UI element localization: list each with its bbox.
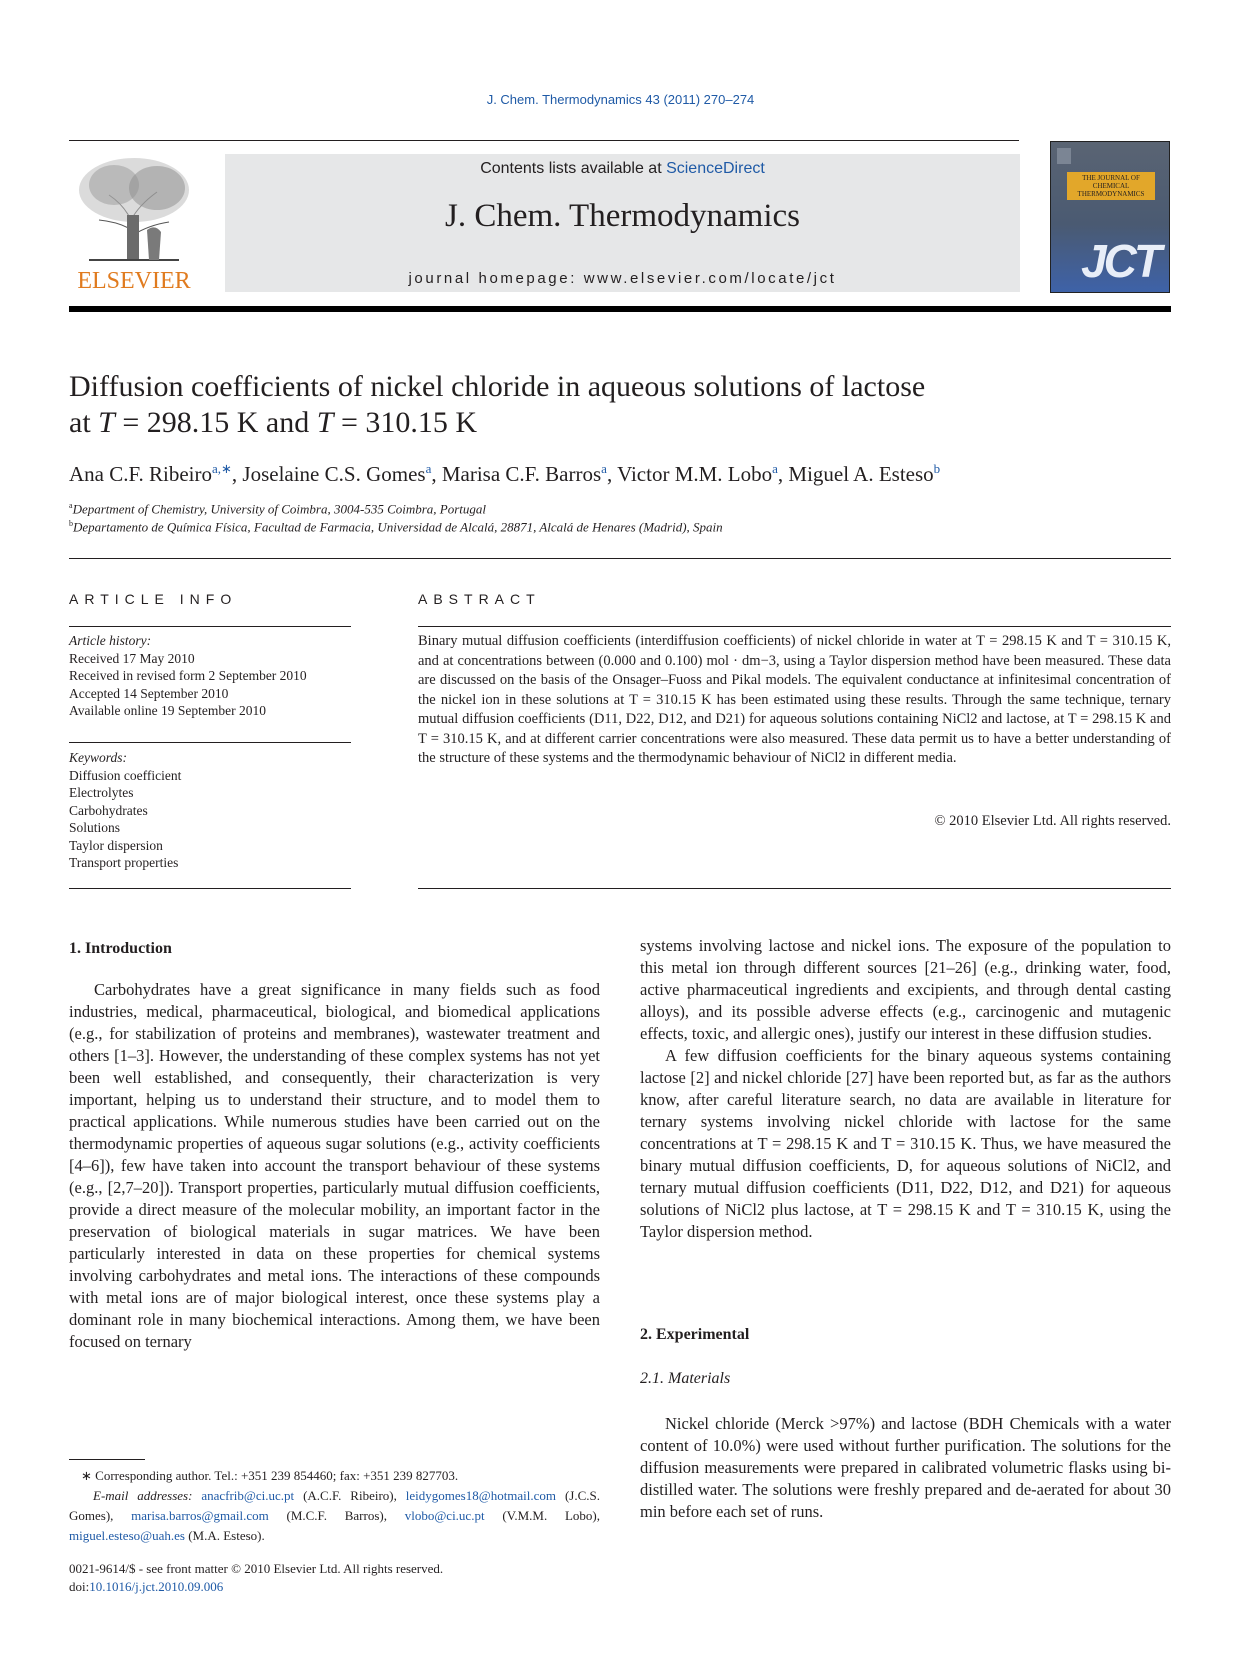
abstract-bottom-rule xyxy=(418,888,1171,889)
keywords-rule xyxy=(69,888,351,889)
materials-paragraph: Nickel chloride (Merck >97%) and lactose (BDH Chemicals with a water content of 10.0%) were used without further purification. The solutions for the diffusion measurements were prepared in calibrated volumetric flasks using bi-distilled water. The solutions were freshly prepared and de-aerated for about 30 min before each set of runs. xyxy=(640,1414,1171,1521)
affiliation-a: $^a$Department of Chemistry, University of Coimbra, 3004-535 Coimbra, Portugal xyxy=(69,501,487,517)
author-name: Ana C.F. Ribeiro xyxy=(69,462,212,486)
author-separator: , xyxy=(431,462,442,486)
journal-banner xyxy=(225,154,1020,292)
history-rule xyxy=(69,742,351,743)
cover-emblem-icon xyxy=(1057,148,1071,164)
elsevier-wordmark: ELSEVIER xyxy=(77,268,191,294)
journal-cover-thumbnail[interactable] xyxy=(1050,141,1170,293)
article-info-heading: ARTICLE INFO xyxy=(69,591,238,607)
keyword-item: Transport properties xyxy=(69,855,179,870)
keyword-item: Solutions xyxy=(69,820,121,835)
email-owner: (M.C.F. Barros), xyxy=(268,1508,405,1523)
author-affiliation-mark[interactable]: b xyxy=(933,461,941,476)
author-affiliation-mark[interactable]: a xyxy=(425,461,432,476)
email-link[interactable]: anacfrib@ci.uc.pt xyxy=(201,1488,295,1503)
subsection-heading-materials: 2.1. Materials xyxy=(640,1370,731,1387)
author-name: Joselaine C.S. Gomes xyxy=(242,462,426,486)
email-link[interactable]: marisa.barros@gmail.com xyxy=(131,1508,269,1523)
author-affiliation-mark[interactable]: a xyxy=(601,461,607,476)
history-item: Available online 19 September 2010 xyxy=(69,703,266,718)
email-link[interactable]: vlobo@ci.uc.pt xyxy=(404,1508,485,1523)
keywords: Keywords: Diffusion coefficient Electrolytes Carbohydrates Solutions Taylor dispersion Transport properties xyxy=(69,749,351,872)
email-owner: (V.M.M. Lobo), xyxy=(484,1508,600,1523)
author-name: Marisa C.F. Barros xyxy=(441,462,602,486)
email-owner: (M.A. Esteso). xyxy=(184,1528,265,1543)
cover-label: THE JOURNAL OF CHEMICAL THERMODYNAMICS xyxy=(1067,172,1155,200)
intro-paragraph-1-continued: systems involving lactose and nickel ions. The exposure of the population to this metal ion through different sources [21–26] (e.g., drinking water, food, active pharmaceutical ingredients and excipients, and through dental casting alloys), and its possible adverse effects (e.g., carcinogenic and mutagenic effects, toxic, and allergic ones), justify our interest in these diffusion studies. A few diffusion coefficients for the binary aqueous systems containing lactose [2] and nickel chloride [27] have been reported but, as far as the authors know, after careful literature search, no data are available in literature for ternary systems involving nickel chloride with lactose for the same concentrations at T = 298.15 K and T = 310.15 K. Thus, we have measured the binary mutual diffusion coefficients, D, for aqueous solutions of NiCl2, and ternary mutual diffusion coefficients (D11, D22, D12, and D21) for aqueous solutions of NiCl2 plus lactose, at T = 298.15 K and T = 310.15 K, using the Taylor dispersion method. xyxy=(640,936,1171,1241)
abstract-heading: ABSTRACT xyxy=(418,591,541,607)
abstract-copyright: © 2010 Elsevier Ltd. All rights reserved. xyxy=(934,813,1171,829)
cover-abbrev: JCT xyxy=(1081,235,1159,287)
footnote-rule xyxy=(69,1459,145,1460)
author-separator: , xyxy=(231,462,243,486)
author-affiliation-mark[interactable]: a xyxy=(772,461,778,476)
email-link[interactable]: miguel.esteso@uah.es xyxy=(69,1528,185,1543)
header-thick-rule xyxy=(69,306,1171,312)
section-rule xyxy=(69,558,1171,559)
author-name: Victor M.M. Lobo xyxy=(617,462,773,486)
history-item: Received in revised form 2 September 2010 xyxy=(69,668,307,683)
affiliation-b: $^b$Departamento de Química Física, Facultad de Farmacia, Universidad de Alcalá, 28871, Alcalá de Henares (Madrid), Spain xyxy=(69,519,723,535)
elsevier-tree-icon xyxy=(69,150,199,265)
author-list xyxy=(69,461,1169,487)
author-separator: , xyxy=(777,462,789,486)
article-title: Diffusion coefficients of nickel chloride in aqueous solutions of lactose at T = 298.15 K and T = 310.15 K xyxy=(69,370,926,439)
author-separator: , xyxy=(606,462,618,486)
intro-paragraph-1: Carbohydrates have a great significance in many fields such as food industries, medical, pharmaceutical, biological, and biomedical applications (e.g., for stabilization of proteins and membranes), wastewater treatment and others [1–3]. However, the understanding of these complex systems has not yet been well established, and consequently, their characterization is very important, helping us to understand their structure, and to model them to practical applications. While numerous studies have been carried out on the thermodynamic properties of aqueous sugar solutions (e.g., activity coefficients [4–6]), few have taken into account the transport behaviour of these systems (e.g., [2,7–20]). Transport properties, particularly mutual diffusion coefficients, provide a direct measure of the molecular mobility, an important factor in the preservation of biological materials in sugar matrices. We have been particularly interested in data on these properties for chemical systems involving carbohydrates and metal ions. The interactions of these compounds with metal ions are of major biological interest, once these systems play a dominant role in many biochemical interactions. Among them, we have been focused on ternary xyxy=(69,980,600,1351)
history-item: Accepted 14 September 2010 xyxy=(69,685,229,701)
elsevier-logo xyxy=(69,150,199,295)
journal-citation[interactable]: J. Chem. Thermodynamics 43 (2011) 270–274 xyxy=(486,92,755,107)
email-owner: (J.C.S. Gomes), xyxy=(69,1488,600,1523)
keyword-item: Diffusion coefficient xyxy=(69,767,182,783)
journal-homepage[interactable]: journal homepage: www.elsevier.com/locate/jct xyxy=(408,270,837,287)
abstract-rule xyxy=(418,626,1171,627)
email-addresses: E-mail addresses: anacfrib@ci.uc.pt (A.C.F. Ribeiro), leidygomes18@hotmail.com (J.C.S. Gomes), marisa.barros@gmail.com (M.C.F. Barros), vlobo@ci.uc.pt (V.M.M. Lobo), miguel.esteso@uah.es (M.A. Esteso). xyxy=(69,1488,600,1543)
header-rule xyxy=(69,140,1019,141)
doi-link[interactable]: 10.1016/j.jct.2010.09.006 xyxy=(89,1579,224,1594)
article-history: Article history: Received 17 May 2010 Received in revised form 2 September 2010 Accepted 14 September 2010 Available online 19 September 2010 xyxy=(69,632,351,720)
history-item: Received 17 May 2010 xyxy=(69,650,195,666)
abstract-text: Binary mutual diffusion coefficients (interdiffusion coefficients) of nickel chloride in water at T = 298.15 K and T = 310.15 K, and at concentrations between (0.000 and 0.100) mol · dm−3, using a Taylor dispersion method have been measured. These data are discussed on the basis of the Onsager–Fuoss and Pikal models. The equivalent conductance at infinitesimal concentration of the nickel ion in these solutions at T = 310.15 K has been estimated using these results. Through the same technique, ternary mutual diffusion coefficients (D11, D22, D12, and D21) for aqueous solutions containing NiCl2 and lactose, at T = 298.15 K and T = 310.15 K, and at different carrier concentrations were also measured. These data permit us to have a better understanding of the structure of these systems and the thermodynamic behaviour of NiCl2 in different media. xyxy=(418,633,1171,766)
section-heading-experimental: 2. Experimental xyxy=(640,1326,750,1343)
issn-footer: 0021-9614/$ - see front matter © 2010 Elsevier Ltd. All rights reserved. doi:10.1016/j.jct.2010.09.006 xyxy=(69,1561,444,1594)
sciencedirect-link[interactable]: ScienceDirect xyxy=(666,160,765,177)
article-info-rule xyxy=(69,626,351,627)
keyword-item: Taylor dispersion xyxy=(69,837,163,853)
keyword-item: Electrolytes xyxy=(69,785,134,800)
corresponding-author-footnote: ∗ Corresponding author. Tel.: +351 239 854460; fax: +351 239 827703. E-mail addresses: anacfrib@ci.uc.pt (A.C.F. Ribeiro), leidygomes18@hotmail.com (J.C.S. Gomes), marisa.barros@gmail.com (M.C.F. Barros), vlobo@ci.uc.pt (V.M.M. Lobo), miguel.esteso@uah.es (M.A. Esteso). xyxy=(69,1466,600,1546)
author-name: Miguel A. Esteso xyxy=(788,462,934,486)
contents-available-line: Contents lists available at ScienceDirect xyxy=(480,160,765,177)
keyword-item: Carbohydrates xyxy=(69,802,148,818)
email-owner: (A.C.F. Ribeiro), xyxy=(294,1488,406,1503)
author-affiliation-mark[interactable]: a,∗ xyxy=(211,461,232,476)
email-link[interactable]: leidygomes18@hotmail.com xyxy=(405,1488,557,1503)
section-heading-introduction: 1. Introduction xyxy=(69,940,172,957)
intro-paragraph-2: A few diffusion coefficients for the binary aqueous systems containing lactose [2] and nickel chloride [27] have been reported but, as far as the authors know, after careful literature search, no data are available in literature for ternary systems involving nickel chloride with lactose for the same concentrations at T = 298.15 K and T = 310.15 K. Thus, we have measured the binary mutual diffusion coefficients, D, for aqueous solutions of NiCl2, and ternary mutual diffusion coefficients (D11, D22, D12, and D21) for aqueous solutions of NiCl2 plus lactose, at T = 298.15 K and T = 310.15 K, using the Taylor dispersion method. xyxy=(640,1046,1171,1241)
journal-title: J. Chem. Thermodynamics xyxy=(444,198,800,234)
